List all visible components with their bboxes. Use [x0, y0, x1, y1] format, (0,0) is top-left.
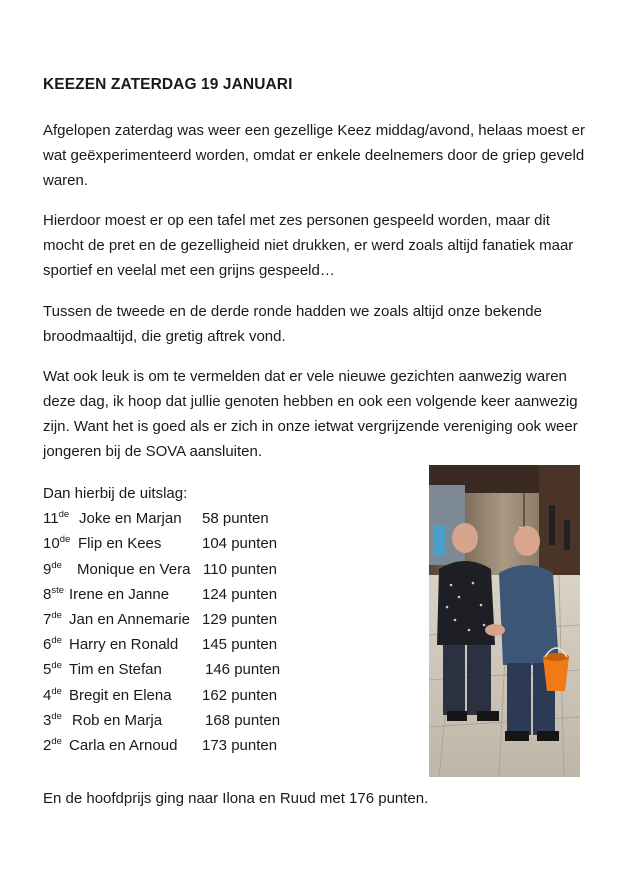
result-points: 162 punten: [202, 686, 278, 704]
result-names: Jan en Annemarie: [69, 610, 190, 628]
result-row: [43, 657, 281, 682]
result-rank: 10de: [43, 534, 71, 553]
grand-prize-line: En de hoofdprijs ging naar Ilona en Ruud met 176 punten.: [43, 790, 429, 807]
result-rank: 3de: [43, 710, 62, 729]
result-rank: 11de: [43, 509, 70, 528]
result-names: Bregit en Elena: [69, 686, 172, 704]
paragraph-meal: Tussen de tweede en de derde ronde hadden we zoals altijd onze bekende broodmaaltijd, die gretig aftrek vond.: [43, 303, 542, 345]
result-row: [43, 708, 281, 733]
result-row: [43, 531, 278, 556]
result-rank: 7de: [43, 609, 62, 628]
winners-photo: [429, 465, 580, 777]
result-points: 124 punten: [202, 585, 278, 603]
result-points: 58 punten: [202, 510, 269, 528]
result-names: Monique en Vera: [77, 560, 191, 578]
result-names: Irene en Janne: [69, 585, 170, 603]
result-points: 104 punten: [202, 535, 278, 553]
result-rank: 5de: [43, 660, 62, 679]
paragraph-newcomers: Wat ook leuk is om te vermelden dat er vele nieuwe gezichten aanwezig waren deze dag, ik hoop dat jullie genoten hebben en ook een volgende keer aanwezig zijn. Want het is goed als er zich in onze ietwat vergrijzende vereniging ook weer jongeren bij de SOVA aansluiten.: [43, 368, 578, 460]
result-rank: 8ste: [43, 584, 65, 603]
result-points: 146 punten: [205, 661, 281, 679]
result-rank: 6de: [43, 635, 62, 654]
document-title: KEEZEN ZATERDAG 19 JANUARI: [43, 76, 293, 93]
result-names: Rob en Marja: [72, 711, 163, 729]
result-row: [43, 506, 269, 531]
result-row: [43, 683, 278, 708]
results-intro: Dan hierbij de uitslag:: [43, 485, 188, 502]
result-row: [43, 582, 278, 607]
paragraph-intro: Afgelopen zaterdag was weer een gezellige Keez middag/avond, helaas moest er wat geëxperimenteerd worden, omdat er enkele deelnemers door de griep geveld waren.: [43, 122, 586, 189]
result-rank: 9de: [43, 559, 62, 578]
result-points: 168 punten: [205, 711, 281, 729]
result-row: [43, 632, 278, 657]
result-names: Flip en Kees: [78, 535, 162, 553]
result-row: [43, 733, 278, 758]
paragraph-table: Hierdoor moest er op een tafel met zes personen gespeeld worden, maar dit mocht de pret en de gezelligheid niet drukken, er werd zoals altijd fanatiek maar sportief en veelal met een grijns gespeeld…: [43, 212, 574, 279]
result-row: [43, 607, 278, 632]
results-list: [43, 481, 281, 758]
result-names: Tim en Stefan: [69, 661, 162, 679]
result-points: 110 punten: [203, 560, 277, 578]
result-names: Joke en Marjan: [79, 510, 182, 528]
result-points: 145 punten: [202, 636, 278, 654]
result-rank: 4de: [43, 685, 62, 704]
result-names: Harry en Ronald: [69, 636, 179, 654]
result-rank: 2de: [43, 735, 62, 754]
result-names: Carla en Arnoud: [69, 736, 178, 754]
result-points: 129 punten: [202, 610, 278, 628]
result-row: [43, 557, 277, 582]
result-points: 173 punten: [202, 736, 278, 754]
